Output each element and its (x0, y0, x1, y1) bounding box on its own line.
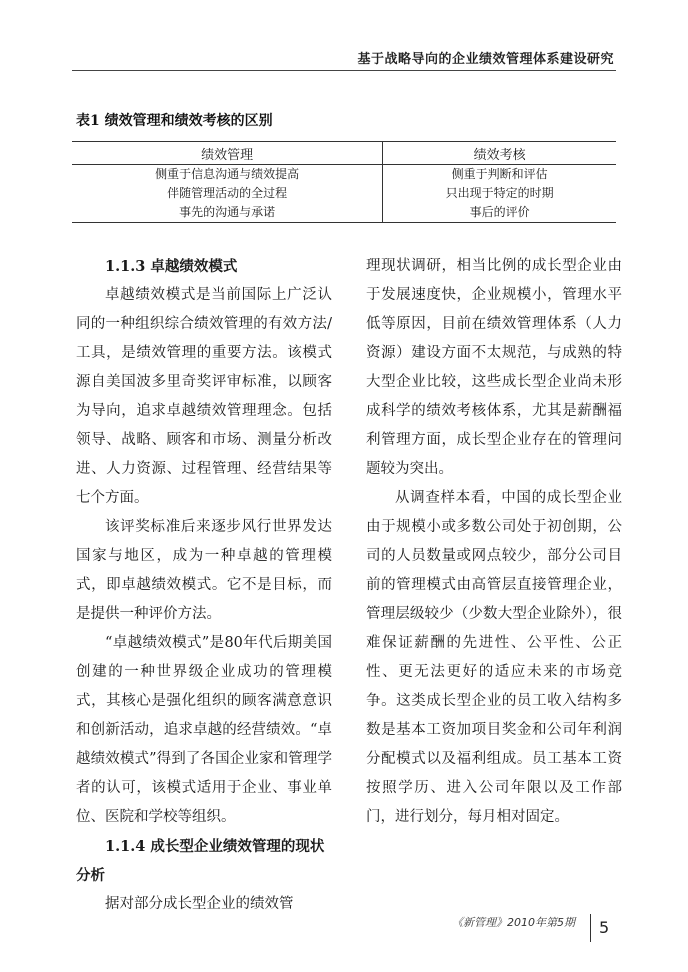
table-cell: 事先的沟通与承诺 (72, 203, 383, 223)
table-header-cell: 绩效考核 (383, 142, 616, 165)
body-paragraph: 据对部分成长型企业的绩效管 (105, 896, 294, 912)
header-title: 基于战略导向的企业绩效管理体系建设研究 (357, 52, 614, 67)
body-paragraph: 该评奖标准后来逐步风行世界发达国家与地区，成为一种卓越的管理模式，即卓越绩效模式。它不是目标，而是提供一种评价方法。 (76, 519, 332, 622)
body-paragraph: 理现状调研，相当比例的成长型企业由于发展速度快，企业规模小，管理水平低等原因，目前在绩效管理体系（人力资源）建设方面不太规范，与成熟的特大型企业比较，这些成长型企业尚未形成科学的绩效考核体系，尤其是薪酬福利管理方面，成长型企业存在的管理问题较为突出。 (366, 258, 622, 477)
table-cell: 只出现于特定的时期 (383, 184, 616, 203)
right-column (366, 252, 622, 832)
table-row (72, 184, 616, 203)
table-header-row (72, 142, 616, 165)
body-paragraph: 从调查样本看，中国的成长型企业由于规模小或多数公司处于初创期，公司的人员数量或网点较少，部分公司目前的管理模式由高管层直接管理企业，管理层级较少（少数大型企业除外），很难保证薪酬的先进性、公平性、公正性、更无法更好的适应未来的市场竞争。这类成长型企业的员工收入结构多数是基本工资加项目奖金和公司年利润分配模式以及福利组成。员工基本工资按照学历、进入公司年限以及工作部门，进行划分，每月相对固定。 (366, 490, 622, 825)
left-column (76, 252, 332, 919)
running-header (72, 46, 616, 71)
table-cell: 侧重于判断和评估 (383, 165, 616, 185)
body-paragraph: “卓越绩效模式”是80年代后期美国创建的一种世界级企业成功的管理模式，其核心是强化组织的顾客满意意识和创新活动，追求卓越的经营绩效。“卓越绩效模式”得到了各国企业家和管理学者的认可，该模式适用于企业、事业单位、医院和学校等组织。 (76, 635, 332, 825)
table-cell: 事后的评价 (383, 203, 616, 223)
page-number: 5 (599, 918, 610, 937)
table-caption: 表1 绩效管理和绩效考核的区别 (76, 113, 273, 129)
section-heading-1-1-3: 1.1.3 卓越绩效模式 (105, 258, 238, 275)
table-cell: 伴随管理活动的全过程 (167, 186, 288, 200)
footer-divider (590, 914, 591, 942)
table-row (72, 203, 616, 223)
table-header-cell: 绩效管理 (72, 142, 383, 165)
table-row (72, 165, 616, 185)
body-paragraph: 卓越绩效模式是当前国际上广泛认同的一种组织综合绩效管理的有效方法/工具，是绩效管理的重要方法。该模式源自美国波多里奇奖评审标准，以顾客为导向，追求卓越绩效管理理念。包括领导、战略、顾客和市场、测量分析改进、人力资源、过程管理、经营结果等七个方面。 (76, 287, 332, 506)
comparison-table (72, 141, 616, 223)
section-heading-1-1-4: 1.1.4 成长型企业绩效管理的现状分析 (76, 838, 325, 884)
table-cell: 侧重于信息沟通与绩效提高 (155, 167, 300, 181)
journal-citation: 《新管理》2010年第5期 (452, 916, 575, 929)
